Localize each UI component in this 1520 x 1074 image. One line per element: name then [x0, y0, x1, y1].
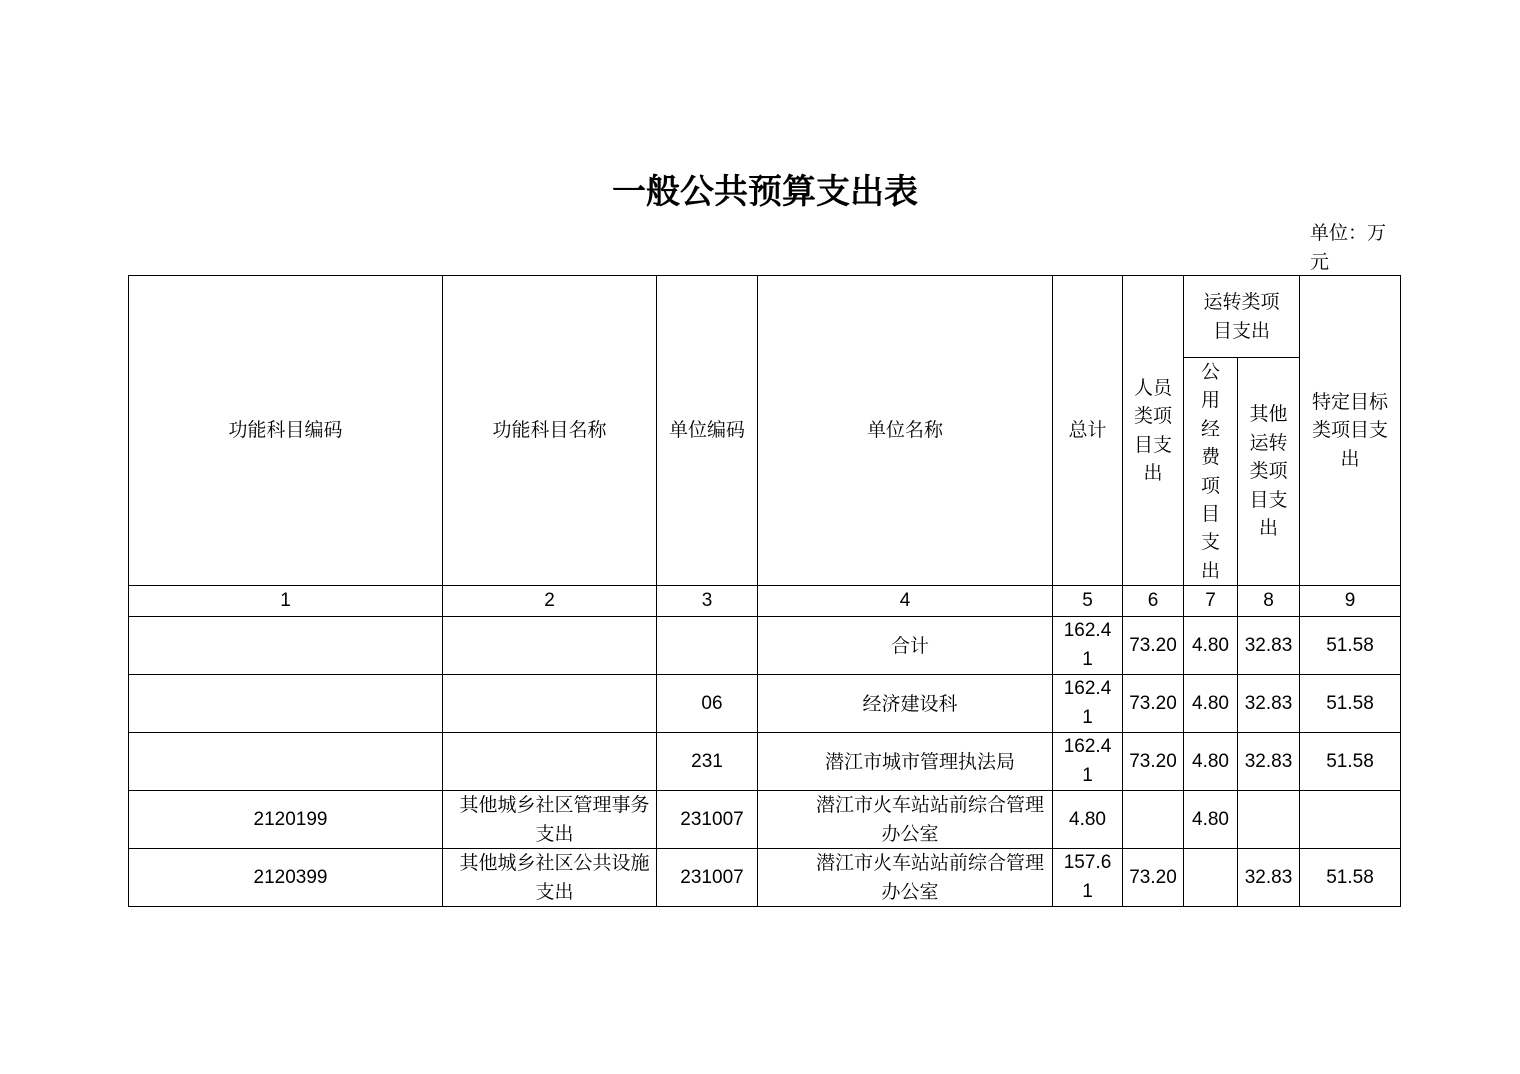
personnel-cell	[1123, 791, 1184, 849]
total-cell: 162.41	[1053, 617, 1123, 675]
table-row	[129, 791, 1401, 849]
unit-code-cell: 231007	[657, 849, 758, 907]
func-code-cell: 2120399	[129, 849, 443, 907]
unit-name-cell	[758, 791, 1053, 849]
header-unit-code: 单位编码	[657, 276, 758, 586]
unit-name-cell	[758, 849, 1053, 907]
public-expense-cell: 4.80	[1184, 733, 1238, 791]
total-cell: 157.61	[1053, 849, 1123, 907]
other-operation-cell: 32.83	[1238, 733, 1300, 791]
public-expense-cell: 4.80	[1184, 617, 1238, 675]
public-expense-cell: 4.80	[1184, 791, 1238, 849]
unit-code-cell: 231	[657, 733, 758, 791]
header-func-name: 功能科目名称	[443, 276, 657, 586]
other-operation-cell: 32.83	[1238, 675, 1300, 733]
unit-code-cell: 231007	[657, 791, 758, 849]
specific-target-cell: 51.58	[1300, 849, 1401, 907]
func-name-cell	[443, 733, 657, 791]
header-other-operation: 其他运转类项目支出	[1238, 358, 1300, 586]
table-row	[129, 849, 1401, 907]
column-number: 5	[1053, 586, 1123, 617]
header-operation-group: 运转类项目支出	[1184, 276, 1300, 358]
column-number: 7	[1184, 586, 1238, 617]
unit-code-cell	[657, 617, 758, 675]
personnel-cell: 73.20	[1123, 733, 1184, 791]
column-number-row	[129, 586, 1401, 617]
func-name-cell: 其他城乡社区公共设施支出	[443, 849, 657, 907]
column-number: 4	[758, 586, 1053, 617]
func-code-cell: 2120199	[129, 791, 443, 849]
header-func-code: 功能科目编码	[129, 276, 443, 586]
func-code-cell	[129, 617, 443, 675]
unit-name-text: 潜江市火车站站前综合管理办公室	[815, 794, 1044, 845]
unit-name-cell: 潜江市城市管理执法局	[758, 733, 1053, 791]
column-number: 6	[1123, 586, 1184, 617]
unit-name-cell: 经济建设科	[758, 675, 1053, 733]
specific-target-cell: 51.58	[1300, 733, 1401, 791]
header-public-expense-cell	[1184, 358, 1238, 586]
public-expense-cell: 4.80	[1184, 675, 1238, 733]
public-expense-cell	[1184, 849, 1238, 907]
personnel-cell: 73.20	[1123, 675, 1184, 733]
func-name-cell	[443, 617, 657, 675]
func-name-cell	[443, 675, 657, 733]
func-code-cell	[129, 733, 443, 791]
func-code-cell	[129, 675, 443, 733]
header-public-expense: 公用经费项目支出	[1200, 361, 1220, 582]
column-number: 2	[443, 586, 657, 617]
header-personnel: 人员类项目支出	[1123, 276, 1184, 586]
budget-table	[128, 275, 1401, 907]
personnel-cell: 73.20	[1123, 849, 1184, 907]
total-cell: 162.41	[1053, 675, 1123, 733]
specific-target-cell	[1300, 791, 1401, 849]
specific-target-cell: 51.58	[1300, 675, 1401, 733]
header-row	[129, 276, 1401, 358]
table-row	[129, 617, 1401, 675]
unit-label: 单位：万元	[1310, 222, 1387, 273]
personnel-cell: 73.20	[1123, 617, 1184, 675]
column-number: 9	[1300, 586, 1401, 617]
unit-name-text: 潜江市火车站站前综合管理办公室	[815, 852, 1044, 903]
column-number: 3	[657, 586, 758, 617]
header-unit-name: 单位名称	[758, 276, 1053, 586]
table-row	[129, 733, 1401, 791]
unit-name-cell: 合计	[758, 617, 1053, 675]
func-name-cell: 其他城乡社区管理事务支出	[443, 791, 657, 849]
other-operation-cell: 32.83	[1238, 849, 1300, 907]
table-row	[129, 675, 1401, 733]
other-operation-cell	[1238, 791, 1300, 849]
column-number: 8	[1238, 586, 1300, 617]
unit-code-cell: 06	[657, 675, 758, 733]
other-operation-cell: 32.83	[1238, 617, 1300, 675]
specific-target-cell: 51.58	[1300, 617, 1401, 675]
column-number: 1	[129, 586, 443, 617]
total-cell: 162.41	[1053, 733, 1123, 791]
header-total: 总计	[1053, 276, 1123, 586]
header-specific-target: 特定目标类项目支出	[1300, 276, 1401, 586]
total-cell: 4.80	[1053, 791, 1123, 849]
page-title: 一般公共预算支出表	[612, 172, 918, 212]
